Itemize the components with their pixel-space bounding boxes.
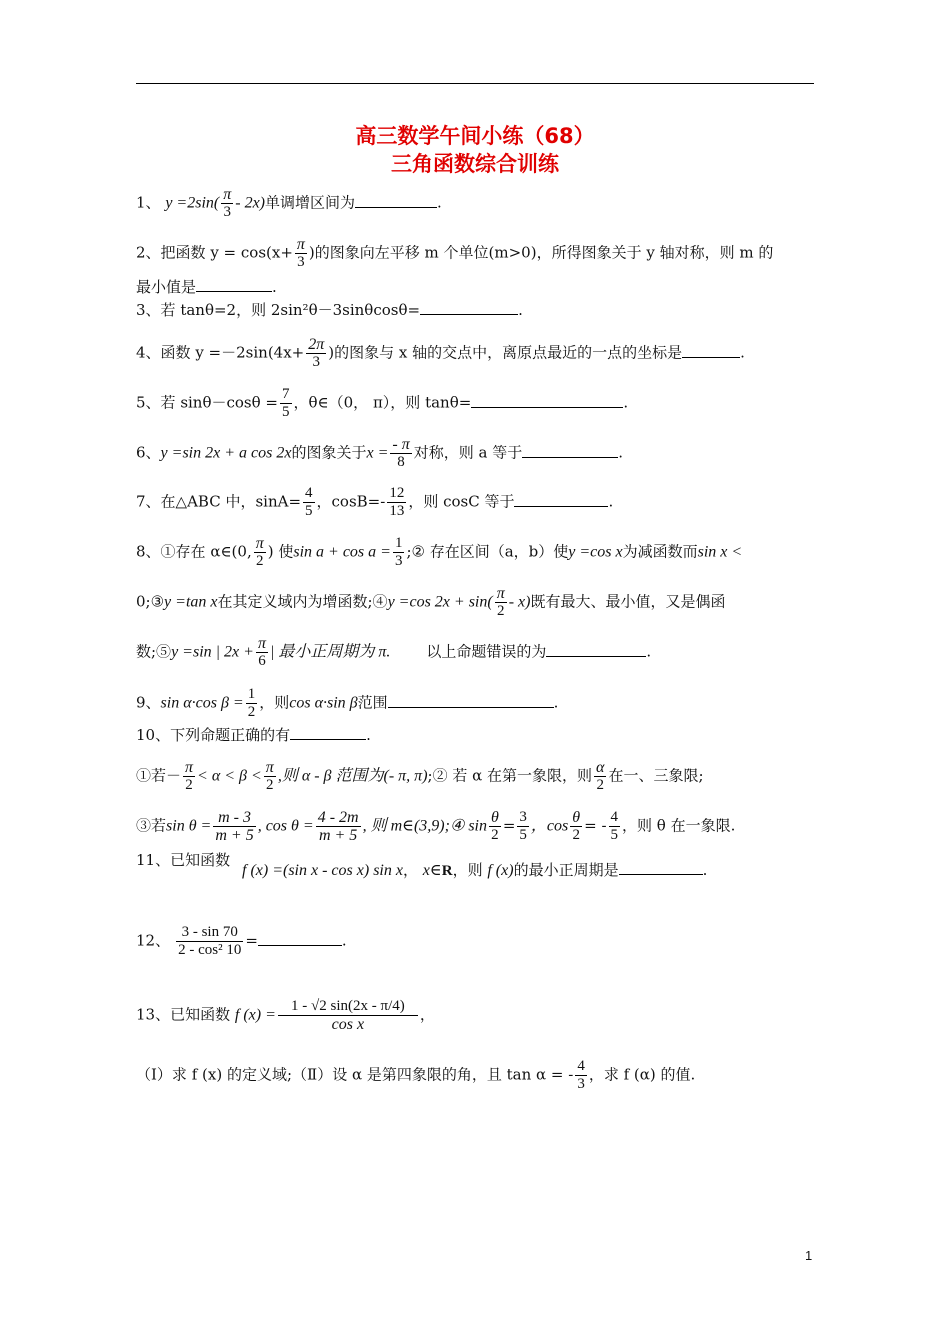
answer-blank[interactable]	[388, 693, 554, 708]
fraction: $\frac{4}{5}$	[610, 809, 619, 843]
fraction: $\frac{3}{5}$	[519, 809, 527, 843]
fraction: $\frac{\theta}{2}$	[572, 809, 581, 843]
question-4: 4、函数 y =－2sin(4x+ $\frac{2\pi}{3}$ )的图象与 x 轴的交点中，离原点最近的一点的坐标是 .	[136, 336, 745, 370]
question-8-line2: 0;③y =tan x在其定义域内为增函数;④y =cos 2x + sin( $\frac{\pi}{2}$ - x)既有最大、最小值，又是偶函	[136, 585, 726, 619]
fraction: $\frac{\pi}{2}$	[255, 535, 264, 569]
header-rule	[136, 83, 814, 84]
answer-blank[interactable]	[522, 443, 618, 458]
question-2: 2、把函数 y = cos(x+ $\frac{\pi}{3}$ )的图象向左平移 m 个单位(m>0)，所得图象关于 y 轴对称，则 m 的	[136, 236, 774, 270]
question-3: 3、若 tanθ=2，则 2sin²θ－3sinθcosθ= .	[136, 301, 523, 319]
fraction: $\frac{m - 3}{m + 5}$	[215, 809, 254, 844]
fraction: $\frac{1}{2}$	[247, 686, 256, 720]
question-2-cont: 最小值是 .	[136, 278, 277, 296]
question-11-formula: f (x) =(sin x - cos x) sin x， x∈R，则 f (x)的最小正周期是 .	[242, 861, 708, 879]
answer-blank[interactable]	[355, 193, 437, 208]
fraction: $\frac{- \pi}{8}$	[392, 436, 410, 470]
fraction: $\frac{\alpha}{2}$	[596, 759, 605, 793]
answer-blank[interactable]	[471, 393, 623, 408]
fraction: $\frac{4}{3}$	[577, 1058, 585, 1092]
fraction: $\frac{\pi}{6}$	[257, 635, 266, 669]
page-number: 1	[805, 1248, 813, 1263]
answer-blank[interactable]	[290, 725, 366, 740]
answer-blank[interactable]	[258, 931, 342, 946]
fraction: $\frac{\pi}{2}$	[185, 759, 194, 793]
answer-blank[interactable]	[619, 860, 703, 875]
question-5: 5、若 sinθ－cosθ = $\frac{7}{5}$ ，θ∈（0， π），则 tanθ= .	[136, 386, 629, 420]
question-7: 7、在△ABC 中，sinA= $\frac{4}{5}$ ，cosB=- $\frac{12}{13}$ ，则 cosC 等于 .	[136, 485, 614, 519]
fraction: $\frac{\pi}{2}$	[265, 759, 274, 793]
question-12: 12、 $\frac{3 - \sin 70}{\text{2 - cos² 10}}$ = .	[136, 924, 347, 958]
fraction: $\frac{1 - √2 \sin(2x - \pi/4)}{\text{cos x}}$	[278, 998, 418, 1033]
question-11: 11、已知函数	[136, 851, 231, 869]
fraction: $\frac{\pi}{3}$	[223, 186, 232, 220]
fraction: $\frac{\pi}{2}$	[496, 585, 505, 619]
question-1: 1、 y =2sin( $\frac{\pi}{3}$ - 2x)单调增区间为 .	[136, 186, 442, 220]
page-subtitle: 三角函数综合训练	[391, 152, 559, 176]
fraction: $\frac{\theta}{2}$	[490, 809, 499, 843]
fraction: $\frac{3 - \sin 70}{\text{2 - cos² 10}}$	[178, 924, 242, 958]
answer-blank[interactable]	[682, 343, 740, 358]
fraction: $\frac{\pi}{3}$	[296, 236, 305, 270]
answer-blank[interactable]	[546, 642, 646, 657]
question-8: 8、①存在 α∈(0, $\frac{\pi}{2}$ ) 使sin a + cos a = $\frac{1}{3}$ ;② 存在区间（a，b）使y =cos x为减函数而sin x <	[136, 535, 743, 569]
question-10: 10、下列命题正确的有 .	[136, 726, 371, 744]
answer-blank[interactable]	[420, 300, 518, 315]
fraction: $\frac{12}{13}$	[389, 485, 405, 519]
fraction: $\frac{4 - 2m}{m + 5}$	[317, 809, 359, 844]
answer-blank[interactable]	[196, 277, 272, 292]
fraction: $\frac{4}{5}$	[305, 485, 313, 519]
question-13: 13、已知函数 f (x) = $\frac{1 - √2 \sin(2x - \pi/4)}{\text{cos x}}$ ，	[136, 998, 435, 1033]
question-10-line2: ①若－ $\frac{\pi}{2}$ < α < β < $\frac{\pi}{2}$ ,则 α - β 范围为(- π, π);② 若 α 在第一象限，则 $\frac{\alpha}{2}$ 在一、三象限;	[136, 759, 704, 793]
question-10-line3: ③若sin θ = $\frac{m - 3}{m + 5}$ , cos θ = $\frac{4 - 2m}{m + 5}$ , 则 m∈(3,9);④ sin $\frac{\theta}{2}$ = $\frac{3}{5}$ ，cos $\frac{\theta}{2}$ = - $\frac{4}{5}$ ，则 θ 在一象限.	[136, 809, 736, 844]
question-6: 6、y =sin 2x + a cos 2x的图象关于x = $\frac{- \pi}{8}$ 对称，则 a 等于 .	[136, 436, 623, 470]
question-13-parts: （Ⅰ）求 f (x) 的定义域;（Ⅱ）设 α 是第四象限的角，且 tan α = - $\frac{4}{3}$ ，求 f (α) 的值.	[136, 1058, 696, 1092]
answer-blank[interactable]	[514, 492, 608, 507]
fraction: $\frac{7}{5}$	[282, 386, 290, 420]
fraction: $\frac{2\pi}{3}$	[308, 336, 325, 370]
page-title: 高三数学午间小练（68）	[355, 124, 595, 148]
fraction: $\frac{1}{3}$	[394, 535, 403, 569]
question-9: 9、sin α·cos β = $\frac{1}{2}$ ，则cos α·sin β范围 .	[136, 686, 559, 720]
question-8-line3: 数;⑤y =sin | 2x + $\frac{\pi}{6}$ | 最小正周期为 π. 以上命题错误的为 .	[136, 635, 652, 669]
